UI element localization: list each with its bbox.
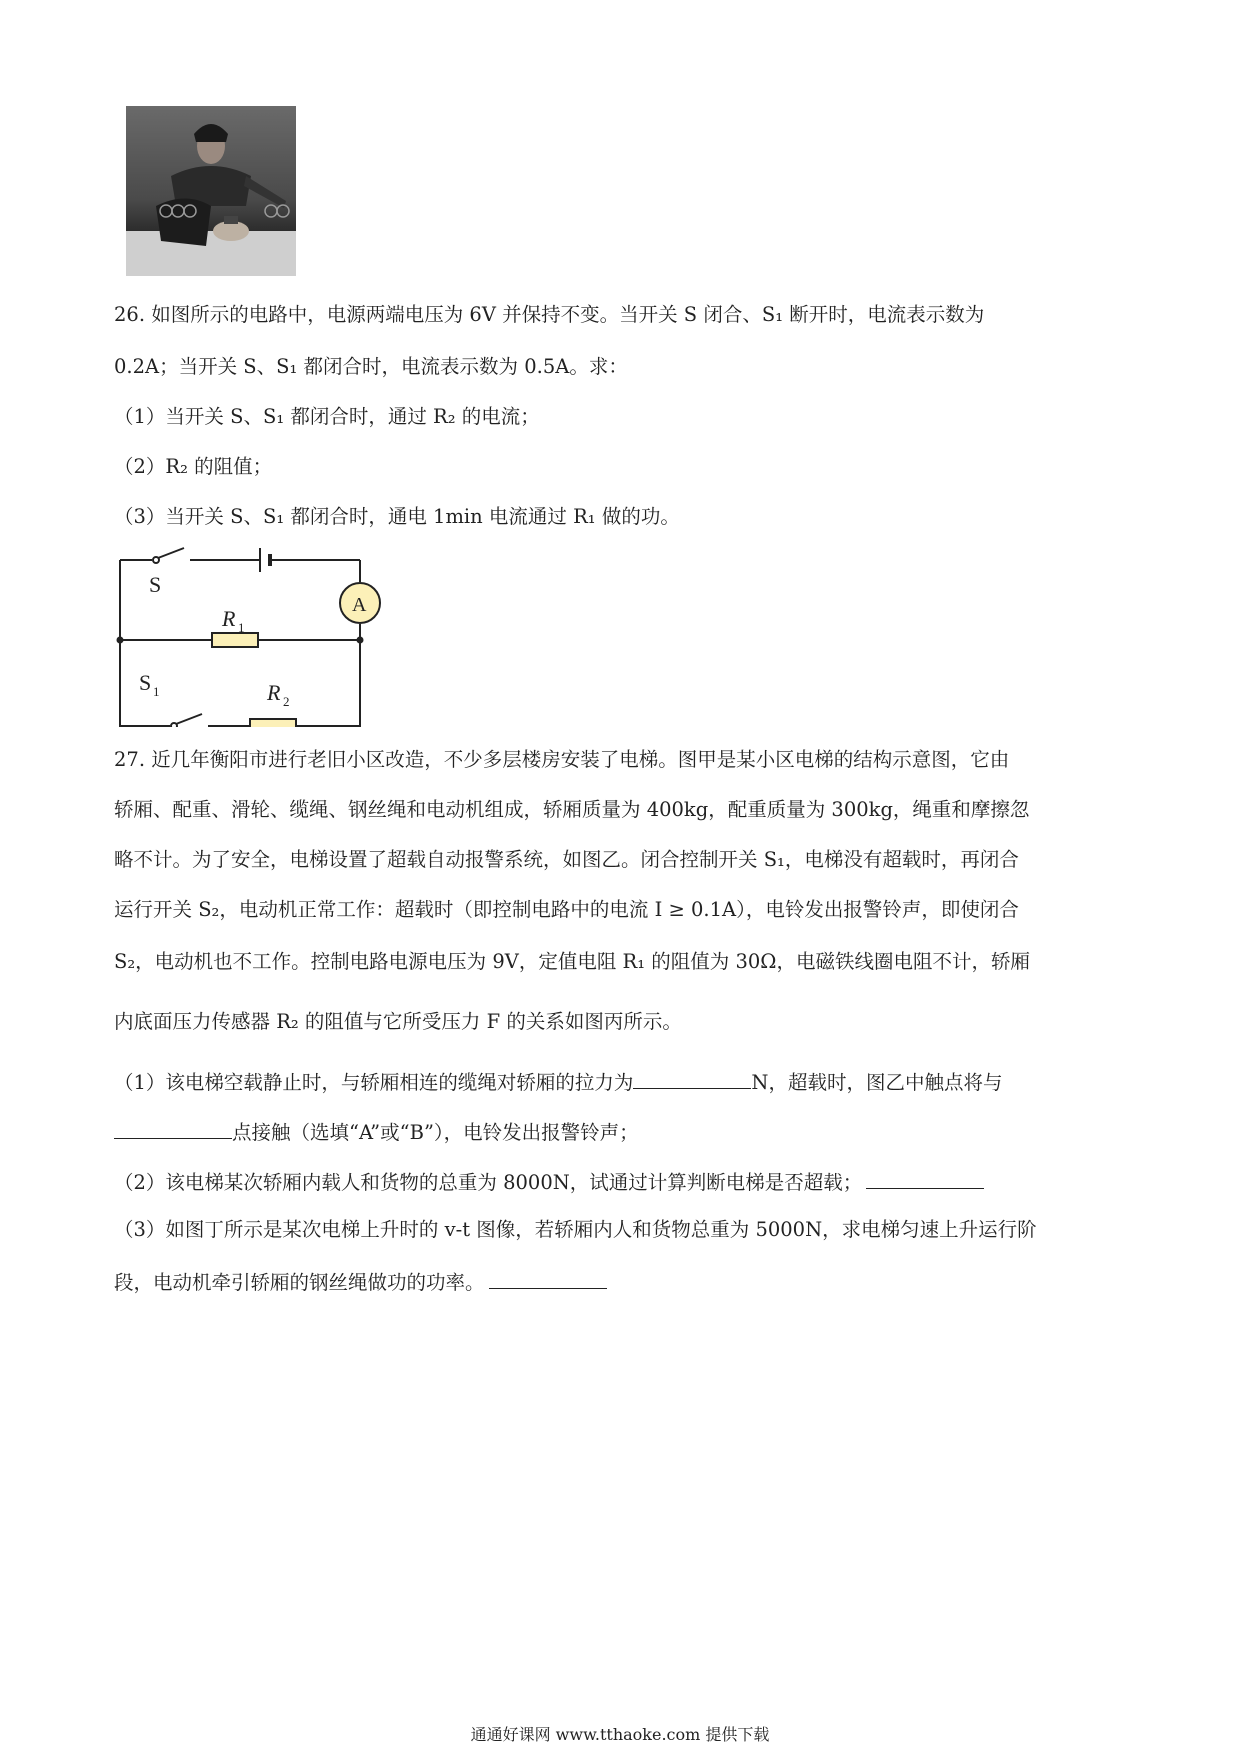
answer-blank-overload[interactable] <box>866 1168 984 1189</box>
switch-s-label: S <box>149 572 162 597</box>
switch-s-blade <box>158 548 184 558</box>
answer-blank-power[interactable] <box>489 1268 607 1289</box>
r2-subscript: 2 <box>283 694 290 709</box>
q26-line-2: 0.2A；当开关 S、S₁ 都闭合时，电流表示数为 0.5A。求： <box>114 355 628 378</box>
junction-left <box>117 637 124 644</box>
q27-sub-2 <box>114 1168 984 1195</box>
q27-line-2: 轿厢、配重、滑轮、缆绳、钢丝绳和电动机组成，轿厢质量为 400kg，配重质量为 300kg，绳重和摩擦忽 <box>114 798 1030 821</box>
circuit-diagram <box>112 542 392 727</box>
q27-sub-1-text-b: N，超载时，图乙中触点将与 <box>751 1071 1003 1094</box>
q27-sub-1-line-1 <box>114 1068 1003 1095</box>
switch-s1-blade <box>176 714 202 724</box>
r2-label: R <box>267 680 281 705</box>
q26-sub-3: （3）当开关 S、S₁ 都闭合时，通电 1min 电流通过 R₁ 做的功。 <box>114 505 680 528</box>
page-footer: 通通好课网 www.tthaoke.com 提供下载 <box>470 1725 770 1744</box>
q27-line-6: 内底面压力传感器 R₂ 的阻值与它所受压力 F 的关系如图丙所示。 <box>114 1010 682 1033</box>
s1-subscript: 1 <box>153 684 160 699</box>
curling-photo <box>126 106 296 276</box>
q27-sub-1-text-c: 点接触（选填“A”或“B”），电铃发出报警铃声； <box>232 1121 639 1144</box>
q26-line-1: 26. 如图所示的电路中，电源两端电压为 6V 并保持不变。当开关 S 闭合、S₁ 断开时，电流表示数为 <box>114 303 985 326</box>
r1-label: R <box>222 606 236 631</box>
q27-sub-3-text-b: 段，电动机牵引轿厢的钢丝绳做功的功率。 <box>114 1271 485 1294</box>
q27-line-3: 略不计。为了安全，电梯设置了超载自动报警系统，如图乙。闭合控制开关 S₁，电梯没有超载时，再闭合 <box>114 848 1019 871</box>
resistor-r2 <box>250 719 296 727</box>
ammeter-label: A <box>352 594 367 616</box>
q26-sub-1: （1）当开关 S、S₁ 都闭合时，通过 R₂ 的电流； <box>114 405 540 428</box>
q26-sub-2: （2）R₂ 的阻值； <box>114 455 273 478</box>
answer-blank-contact[interactable] <box>114 1118 232 1139</box>
q27-line-4: 运行开关 S₂，电动机正常工作：超载时（即控制电路中的电流 I ≥ 0.1A），电铃发出报警铃声，即使闭合 <box>114 898 1019 921</box>
q27-sub-1-line-2 <box>114 1118 639 1145</box>
q27-sub-2-text: （2）该电梯某次轿厢内载人和货物的总重为 8000N，试通过计算判断电梯是否超载； <box>114 1171 863 1194</box>
q27-sub-1-text-a: （1）该电梯空载静止时，与轿厢相连的缆绳对轿厢的拉力为 <box>114 1071 634 1094</box>
q27-line-5: S₂，电动机也不工作。控制电路电源电压为 9V，定值电阻 R₁ 的阻值为 30Ω，电磁铁线圈电阻不计，轿厢 <box>114 950 1030 973</box>
junction-right <box>357 637 364 644</box>
r1-subscript: 1 <box>238 620 245 635</box>
switch-s1-label: S <box>139 670 152 695</box>
resistor-r1 <box>212 633 258 647</box>
answer-blank-tension[interactable] <box>633 1068 751 1089</box>
q27-sub-3-line-1: （3）如图丁所示是某次电梯上升时的 v-t 图像，若轿厢内人和货物总重为 5000N，求电梯匀速上升运行阶 <box>114 1218 1037 1241</box>
q27-sub-3-line-2 <box>114 1268 607 1295</box>
q27-line-1: 27. 近几年衡阳市进行老旧小区改造，不少多层楼房安装了电梯。图甲是某小区电梯的结构示意图，它由 <box>114 748 1010 771</box>
